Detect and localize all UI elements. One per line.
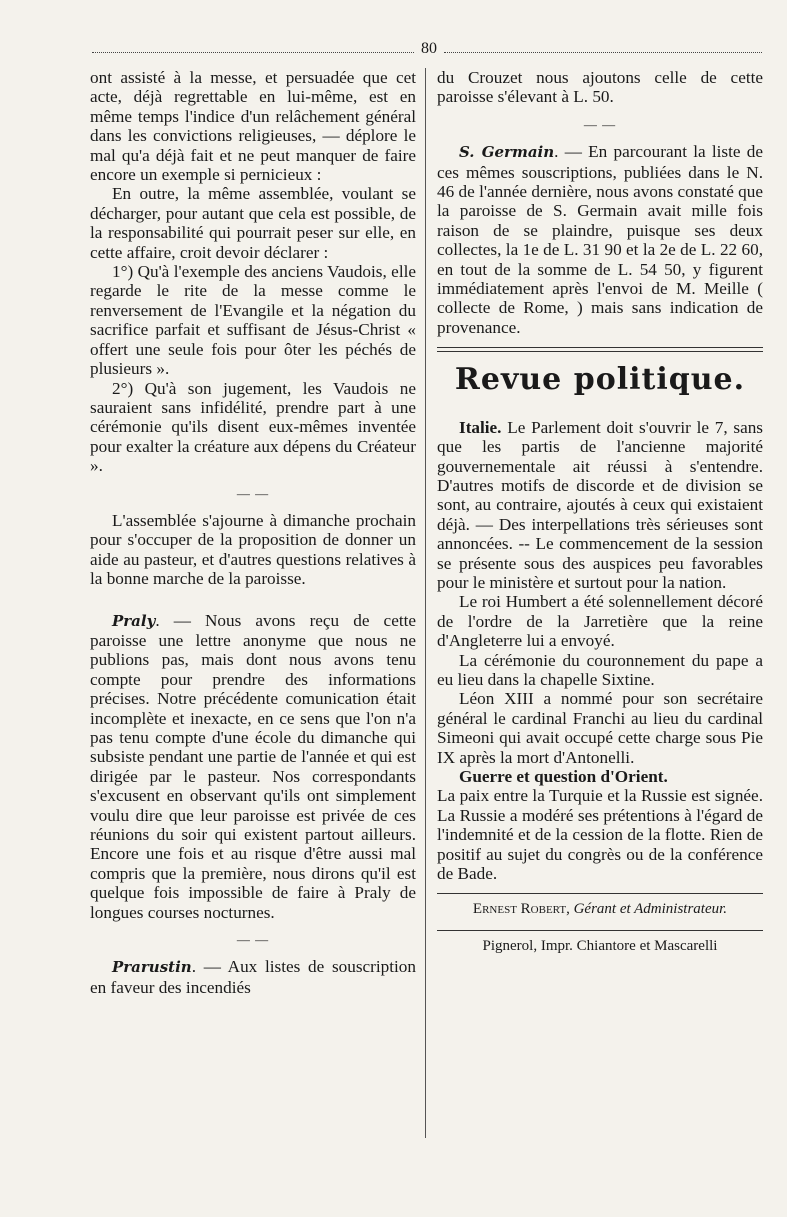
paragraph: L'assemblée s'ajourne à dimanche prochain pour s'occuper de la proposition de donner un aide au pasteur, et d'autres questions relatives à la bonne marche de la paroisse. (90, 510, 416, 589)
prarustin-text: . — Aux listes de souscription en faveur des incendiés (90, 957, 416, 997)
page-number: 80 (421, 40, 437, 57)
prarustin-section (90, 957, 416, 997)
paragraph: du Crouzet nous ajoutons celle de cette paroisse s'élevant à L. 50. (437, 68, 763, 107)
imprint: Pignerol, Impr. Chiantore et Mascarelli (482, 937, 718, 954)
right-column (437, 68, 763, 956)
column-divider (425, 68, 426, 1138)
sgermain-section (437, 142, 763, 337)
paragraph: En outre, la même assemblée, voulant se décharger, pour autant que cela est possible, de la responsabilité qui pourrait peser sur elle, en cette affaire, croit devoir déclarer : (90, 184, 416, 262)
praly-text: . — Nous avons reçu de cette paroisse une lettre anonyme que nous ne publions pas, mais dont nous avons tenu compte pour prendre des informations précises. Notre précédente comunication était incomplète et inexacte, en ce sens que l'on n'a pas tenu compte d'une école du dimanche qui subsiste pendant une partie de l'année et qui est dirigée par le pasteur. Nos correspondants s'excusent en observant qu'ils ont simplement voulu dire que leur paroisse est privée de ces réunions du soir qui existent partout ailleurs. Encore une fois et au risque d'être aussi mal compris que la première, nous dirons qu'il est quelque fois impossible de faire à Praly de longues courses nocturnes. (90, 610, 416, 922)
page-header (92, 40, 762, 60)
praly-heading: Praly (112, 611, 156, 630)
separator: — — (583, 116, 617, 132)
praly-section (90, 611, 416, 923)
signature-role: Gérant et Administrateur. (573, 901, 728, 918)
section-rule (437, 347, 763, 352)
header-rule-left (92, 52, 414, 53)
guerre-heading: Guerre et question d'Orient. (459, 767, 668, 786)
guerre-text: La paix entre la Turquie et la Russie est signée. La Russie a modéré ses prétentions à l'égard de l'indemnité et de la cession de la flotte. Rien de positif au sujet du congrès ou de la conférence de Bade. (437, 786, 763, 884)
italie-heading: Italie. (459, 417, 502, 437)
guerre-heading-line (437, 767, 763, 786)
paragraph: 2°) Qu'à son jugement, les Vaudois ne sauraient sans infidélité, prendre part à une cérémonie qu'ils disent eux-mêmes inventée pour exalter la créature aux dépens du Créateur ». (90, 378, 416, 476)
prarustin-heading: Prarustin (112, 958, 192, 977)
revue-politique-title: Revue politique. (454, 362, 746, 398)
paragraph: ont assisté à la messe, et persuadée que cet acte, déjà regrettable en lui-même, est en même temps l'indice d'un relâchement général dans les convictions religieuses, — déplore le mal qu'a déjà fait et ne peut manquer de faire encore un exemple si pernicieux : (90, 68, 416, 185)
sgermain-heading: S. Germain (459, 143, 555, 162)
paragraph: Léon XIII a nommé pour son secrétaire général le cardinal Franchi au lieu du cardinal Simeoni qui avait occupé cette charge sous Pie IX après la mort d'Antonelli. (437, 689, 763, 767)
paragraph: La cérémonie du couronnement du pape a eu lieu dans la chapelle Sixtine. (437, 650, 763, 689)
paragraph: 1°) Qu'à l'exemple des anciens Vaudois, elle regarde le rite de la messe comme le renversement de l'Evangile et la négation du sacrifice parfait et suffisant de Jésus-Christ « offert une seule fois pour ôter les péchés de plusieurs ». (90, 262, 416, 379)
header-rule-right (444, 52, 762, 53)
left-column (90, 68, 416, 997)
separator: — — (236, 485, 270, 501)
italie-text: Le Parlement doit s'ouvrir le 7, sans que les partis de l'ancienne majorité gouvernementale ait réussi à s'entendre. D'autres motifs de discorde et de division se sont, au contraire, ajoutés à ceux qui existaient déjà. — Des interpellations très sérieuses sont annoncées. -- Le commencement de la session se présente sous des auspices peu favorables pour le ministère et surtout pour la nation. (437, 417, 763, 592)
separator: — — (236, 932, 270, 948)
italie-section (437, 418, 763, 593)
signature (437, 900, 763, 919)
signature-name: Ernest Robert, (472, 901, 570, 918)
paragraph: Le roi Humbert a été solennellement décoré de l'ordre de la Jarretière que la reine d'Angleterre lui a envoyé. (437, 592, 763, 651)
sgermain-text: . — En parcourant la liste de ces mêmes souscriptions, publiées dans le N. 46 de l'année dernière, nous avons constaté que la paroisse de S. Germain avait mille fois raison de se plaindre, puisque ses deux collectes, la 1e de L. 31 90 et la 2e de L. 22 60, en tout de la somme de L. 54 50, y figurent immédiatement après l'envoi de M. Meille ( collecte de Rome, ) mais sans indication de provenance. (437, 142, 763, 337)
imprint-rule (437, 930, 763, 931)
signature-rule (437, 893, 763, 894)
